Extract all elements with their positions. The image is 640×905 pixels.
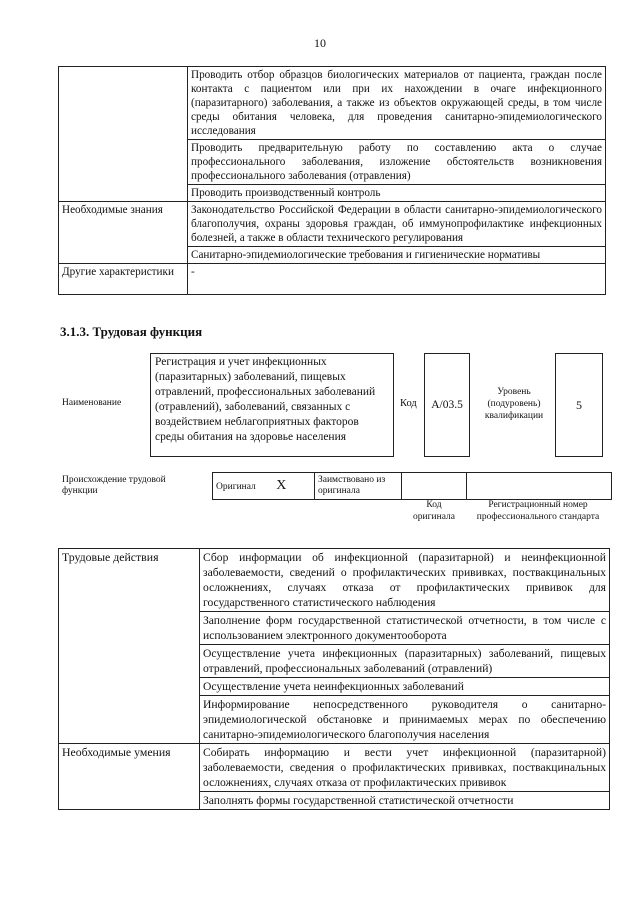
level-box: 5 bbox=[555, 353, 603, 457]
page-number: 10 bbox=[314, 36, 326, 50]
table-row bbox=[59, 202, 606, 247]
registration-number-cell bbox=[467, 473, 612, 500]
bottom-actions-table bbox=[58, 548, 610, 810]
table-cell: Информирование непосредственного руководителя о санитарно-эпидемиологической обстановке и принимаемых мерах по обеспечению санитарно-эпидемиологического благополучия населения bbox=[200, 696, 610, 744]
table-row bbox=[59, 549, 610, 612]
origin-original-cell bbox=[213, 473, 315, 500]
function-name-box: Регистрация и учет инфекционных (паразитарных) заболеваний, пищевых отравлений, профессиональных заболеваний (отравлений), заболеваний, связанных с воздействием неблагоприятных факторов среды обитания на здоровье населения bbox=[150, 353, 394, 457]
original-mark: X bbox=[276, 477, 287, 493]
table-cell: - bbox=[188, 264, 606, 295]
table-cell: Заполнять формы государственной статистической отчетности bbox=[200, 792, 610, 810]
code-original-caption: Код оригинала bbox=[413, 500, 455, 522]
section-title: 3.1.3. Трудовая функция bbox=[60, 324, 203, 339]
original-label: Оригинал bbox=[216, 481, 256, 492]
row-label: Необходимые умения bbox=[59, 744, 200, 810]
table-cell: Проводить отбор образцов биологических материалов от пациента, граждан после контакта с пациентом или при их нахождении в очаге инфекционного (паразитарного) заболевания, а также из объектов окружающей среды, в том числе среды обитания человека, для проведения санитарно-эпидемиологического исследования bbox=[188, 67, 606, 140]
level-label: Уровень (подуровень) квалификации bbox=[484, 387, 544, 421]
table-cell: Осуществление учета инфекционных (паразитарных) заболеваний, пищевых отравлений, профессиональных заболеваний (отравлений) bbox=[200, 645, 610, 678]
row-label: Необходимые знания bbox=[59, 202, 188, 264]
code-label: Код bbox=[400, 398, 417, 409]
table-row bbox=[213, 473, 612, 500]
table-row bbox=[59, 264, 606, 295]
original-code-cell bbox=[402, 473, 467, 500]
function-code-box: A/03.5 bbox=[424, 353, 470, 457]
table-row bbox=[59, 67, 606, 140]
top-requirements-table bbox=[58, 66, 606, 295]
row-label: Трудовые действия bbox=[59, 549, 200, 744]
origin-label: Происхождение трудовой функции bbox=[62, 475, 166, 496]
row-label: Другие характеристики bbox=[59, 264, 188, 295]
row-label bbox=[59, 67, 188, 202]
table-cell: Осуществление учета неинфекционных заболеваний bbox=[200, 678, 610, 696]
table-cell: Заполнение форм государственной статистической отчетности, в том числе с использованием электронного документооборота bbox=[200, 612, 610, 645]
origin-table bbox=[212, 472, 612, 500]
name-label: Наименование bbox=[62, 398, 122, 408]
table-cell: Собирать информацию и вести учет инфекционной (паразитарной) заболеваемости, сведения о профилактических прививках, поствакцинальных осложнениях, случаях отказа от профилактических прививок bbox=[200, 744, 610, 792]
registration-number-caption: Регистрационный номер профессионального стандарта bbox=[476, 500, 600, 522]
table-cell: Законодательство Российской Федерации в области санитарно-эпидемиологического благополучия, охраны здоровья граждан, об иммунопрофилактике инфекционных болезней, а также в области технического регулирования bbox=[188, 202, 606, 247]
table-cell: Проводить предварительную работу по составлению акта о случае профессионального заболевания, изложение обстоятельств возникновения профессионального заболевания (отравления) bbox=[188, 140, 606, 185]
table-cell: Санитарно-эпидемиологические требования и гигиенические нормативы bbox=[188, 247, 606, 264]
table-cell: Проводить производственный контроль bbox=[188, 185, 606, 202]
table-cell: Сбор информации об инфекционной (паразитарной) и неинфекционной заболеваемости, сведений о профилактических прививках, поствакцинальных осложнениях, случаях отказа от профилактических прививок для государственного статистического наблюдения bbox=[200, 549, 610, 612]
borrowed-label: Заимствовано из оригинала bbox=[315, 473, 402, 500]
table-row bbox=[59, 744, 610, 792]
